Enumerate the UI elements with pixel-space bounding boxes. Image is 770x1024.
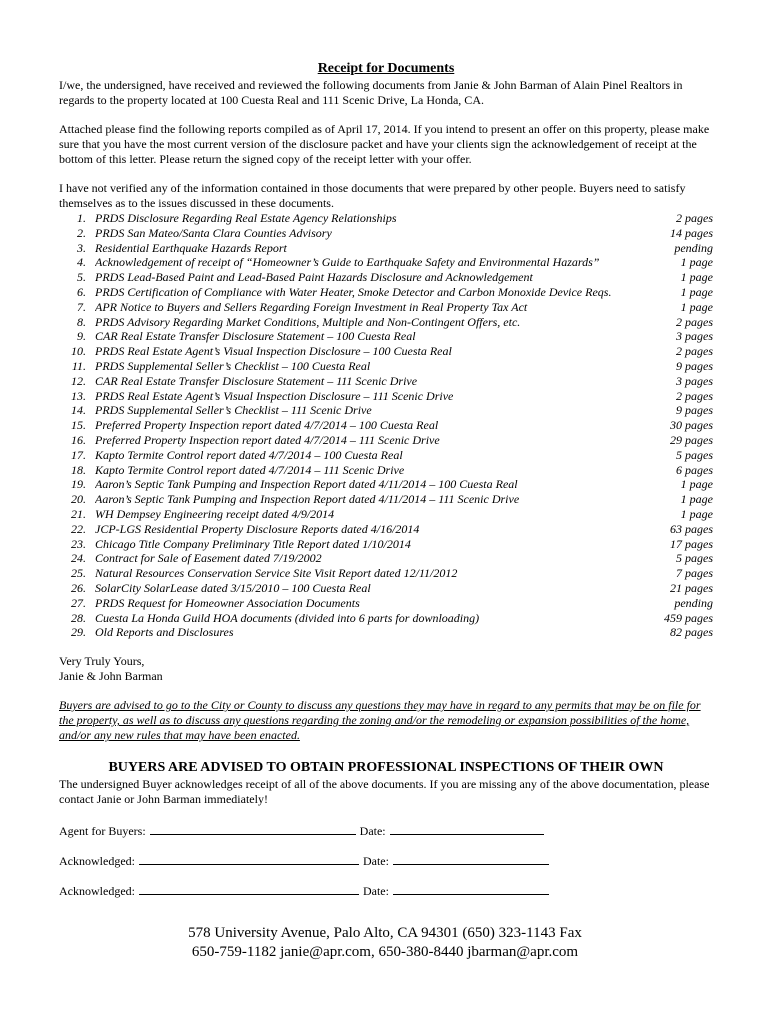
document-number: 13. (71, 388, 86, 403)
document-list-item (59, 625, 713, 640)
document-number: 23. (71, 536, 86, 551)
document-pages: 29 pages (670, 432, 713, 447)
document-list-item (59, 403, 713, 418)
document-list-item (59, 255, 713, 270)
advise-heading: BUYERS ARE ADVISED TO OBTAIN PROFESSIONAL INSPECTIONS OF THEIR OWN (108, 760, 664, 776)
document-name: Old Reports and Disclosures (95, 625, 234, 640)
document-pages: 459 pages (664, 610, 713, 625)
acknowledged-label-2: Acknowledged: (59, 884, 135, 899)
document-name: PRDS Request for Homeowner Association Documents (95, 595, 360, 610)
document-name: Preferred Property Inspection report dated 4/7/2014 – 111 Scenic Drive (95, 432, 440, 447)
document-name: PRDS Supplemental Seller’s Checklist – 111 Scenic Drive (95, 403, 372, 418)
document-pages: 6 pages (676, 462, 713, 477)
document-name: CAR Real Estate Transfer Disclosure Statement – 100 Cuesta Real (95, 329, 416, 344)
document-name: JCP-LGS Residential Property Disclosure Reports dated 4/16/2014 (95, 521, 420, 536)
document-pages: 9 pages (676, 358, 713, 373)
document-pages: 21 pages (670, 580, 713, 595)
document-number: 18. (71, 462, 86, 477)
document-name: CAR Real Estate Transfer Disclosure Statement – 111 Scenic Drive (95, 373, 418, 388)
document-list-item (59, 581, 713, 596)
document-list-item (59, 418, 713, 433)
document-pages: 14 pages (670, 225, 713, 240)
document-name: Acknowledgement of receipt of “Homeowner’s Guide to Earthquake Safety and Environmental Hazards” (95, 255, 600, 270)
document-name: Residential Earthquake Hazards Report (95, 240, 287, 255)
buyers-notice: Buyers are advised to go to the City or County to discuss any questions they may have in regard to any permits that may be on file for the property, as well as to discuss any questions regarding the zoning and/or the remodeling or expansion possibilities of the home, and/or any new rules that may have been enacted. (59, 698, 701, 743)
document-pages: 2 pages (676, 211, 713, 225)
document-list-item (59, 537, 713, 552)
document-pages: 1 page (680, 299, 713, 314)
agent-signature-line (59, 822, 713, 837)
document-pages: 30 pages (670, 418, 713, 433)
acknowledged-line-2 (59, 882, 713, 897)
document-list-item (59, 596, 713, 611)
document-list-item (59, 270, 713, 285)
document-pages: 3 pages (676, 329, 713, 344)
document-list (59, 211, 713, 640)
document-number: 22. (71, 521, 86, 536)
document-number: 21. (71, 506, 86, 521)
intro-paragraph: I/we, the undersigned, have received and reviewed the following documents from Janie & John Barman of Alain Pinel Realtors in regards to the property located at 100 Cuesta Real and 111 Scenic Drive, La Honda, CA. (59, 78, 683, 107)
document-name: PRDS Real Estate Agent’s Visual Inspection Disclosure – 111 Scenic Drive (95, 388, 454, 403)
acknowledge-paragraph: The undersigned Buyer acknowledges receipt of all of the above documents. If you are missing any of the above documentation, please contact Janie or John Barman immediately! (59, 777, 710, 807)
document-number: 12. (71, 373, 86, 388)
document-list-item (59, 551, 713, 566)
document-pages: 17 pages (670, 536, 713, 551)
document-number: 7. (77, 299, 86, 314)
document-pages: 82 pages (670, 625, 713, 640)
document-pages: 7 pages (676, 566, 713, 581)
document-pages: 5 pages (676, 447, 713, 462)
acknowledged-signature-field-2[interactable] (139, 882, 359, 895)
document-name: Kapto Termite Control report dated 4/7/2014 – 111 Scenic Drive (95, 462, 405, 477)
document-list-item (59, 241, 713, 256)
document-number: 6. (77, 284, 86, 299)
document-list-item (59, 344, 713, 359)
agent-date-label: Date: (359, 824, 386, 839)
document-number: 9. (77, 329, 86, 344)
document-list-item (59, 492, 713, 507)
document-number: 25. (71, 566, 86, 581)
document-name: PRDS Supplemental Seller’s Checklist – 100 Cuesta Real (95, 358, 371, 373)
document-list-item (59, 611, 713, 626)
document-name: WH Dempsey Engineering receipt dated 4/9/2014 (95, 506, 335, 521)
document-name: Natural Resources Conservation Service Site Visit Report dated 12/11/2012 (95, 566, 458, 581)
document-number: 14. (71, 403, 86, 418)
document-number: 8. (77, 314, 86, 329)
document-name: Preferred Property Inspection report dated 4/7/2014 – 100 Cuesta Real (95, 418, 439, 433)
document-number: 16. (71, 432, 86, 447)
document-pages: 1 page (680, 270, 713, 285)
footer-contact (0, 924, 770, 962)
document-number: 5. (77, 270, 86, 285)
acknowledged-date-label-1: Date: (362, 854, 389, 869)
document-name: APR Notice to Buyers and Sellers Regarding Foreign Investment in Real Property Tax Act (95, 299, 528, 314)
document-name: PRDS Certification of Compliance with Water Heater, Smoke Detector and Carbon Monoxide Device Reqs. (95, 284, 612, 299)
document-pages: 9 pages (676, 403, 713, 418)
acknowledged-signature-field-1[interactable] (139, 852, 359, 865)
document-list-item (59, 226, 713, 241)
document-pages: 2 pages (676, 344, 713, 359)
document-name: PRDS Disclosure Regarding Real Estate Agency Relationships (95, 211, 397, 225)
not-verified-paragraph: I have not verified any of the information contained in those documents that were prepared by other people. Buyers need to satisfy themselves as to the issues discussed in these documents. (59, 181, 686, 210)
closing-text: Very Truly Yours, (59, 654, 145, 669)
document-name: SolarCity SolarLease dated 3/15/2010 – 100 Cuesta Real (95, 580, 371, 595)
document-list-item (59, 285, 713, 300)
document-pages: 1 page (680, 492, 713, 507)
document-pages: pending (674, 240, 713, 255)
document-pages: 2 pages (676, 388, 713, 403)
document-name: Aaron’s Septic Tank Pumping and Inspection Report dated 4/11/2014 – 100 Cuesta Real (95, 477, 518, 492)
acknowledged-date-label-2: Date: (362, 884, 389, 899)
acknowledged-label-1: Acknowledged: (59, 854, 135, 869)
document-list-item (59, 477, 713, 492)
document-number: 1. (77, 211, 86, 225)
document-number: 19. (71, 477, 86, 492)
document-number: 3. (77, 240, 86, 255)
document-number: 4. (77, 255, 86, 270)
footer-line-1: 578 University Avenue, Palo Alto, CA 94301 (650) 323-1143 Fax (188, 925, 582, 941)
document-list-item (59, 329, 713, 344)
document-page (59, 60, 713, 897)
document-list-item (59, 448, 713, 463)
document-list-item (59, 463, 713, 478)
document-pages: 1 page (680, 477, 713, 492)
document-number: 28. (71, 610, 86, 625)
document-number: 24. (71, 551, 86, 566)
document-number: 17. (71, 447, 86, 462)
document-number: 27. (71, 595, 86, 610)
document-list-item (59, 389, 713, 404)
document-pages: pending (674, 595, 713, 610)
document-name: Kapto Termite Control report dated 4/7/2014 – 100 Cuesta Real (95, 447, 403, 462)
document-pages: 63 pages (670, 521, 713, 536)
document-pages: 1 page (680, 506, 713, 521)
acknowledged-date-field-2[interactable] (393, 882, 549, 895)
attached-paragraph: Attached please find the following reports compiled as of April 17, 2014. If you intend to present an offer on this property, please make sure that you have the most current version of the disclosure packet and have your clients sign the acknowledgement of receipt at the bottom of this letter. Please return the signed copy of the receipt letter with your offer. (59, 122, 710, 166)
document-list-item (59, 566, 713, 581)
acknowledged-line-1 (59, 852, 713, 867)
document-name: PRDS Real Estate Agent’s Visual Inspection Disclosure – 100 Cuesta Real (95, 344, 452, 359)
document-name: PRDS Lead-Based Paint and Lead-Based Paint Hazards Disclosure and Acknowledgement (95, 270, 533, 285)
document-list-item (59, 315, 713, 330)
document-pages: 1 page (680, 284, 713, 299)
document-list-item (59, 359, 713, 374)
document-number: 20. (71, 492, 86, 507)
document-list-item (59, 433, 713, 448)
document-list-item (59, 300, 713, 315)
document-pages: 1 page (680, 255, 713, 270)
agent-date-field[interactable] (390, 822, 544, 835)
document-pages: 2 pages (676, 314, 713, 329)
document-name: PRDS Advisory Regarding Market Conditions, Multiple and Non-Contingent Offers, etc. (95, 314, 521, 329)
document-number: 11. (71, 358, 86, 373)
document-number: 29. (71, 625, 86, 640)
document-pages: 5 pages (676, 551, 713, 566)
signature-name: Janie & John Barman (59, 669, 163, 684)
document-name: Chicago Title Company Preliminary Title Report dated 1/10/2014 (95, 536, 411, 551)
document-number: 2. (77, 225, 86, 240)
document-number: 15. (71, 418, 86, 433)
document-number: 10. (71, 344, 86, 359)
document-list-item (59, 374, 713, 389)
agent-signature-field[interactable] (150, 822, 356, 835)
document-title: Receipt for Documents (317, 61, 455, 76)
document-name: PRDS San Mateo/Santa Clara Counties Advisory (95, 225, 332, 240)
document-list-item (59, 211, 713, 226)
document-name: Contract for Sale of Easement dated 7/19/2002 (95, 551, 322, 566)
document-name: Cuesta La Honda Guild HOA documents (divided into 6 parts for downloading) (95, 610, 480, 625)
footer-line-2: 650-759-1182 janie@apr.com, 650-380-8440 jbarman@apr.com (191, 944, 579, 960)
agent-signature-label: Agent for Buyers: (59, 824, 146, 839)
document-list-item (59, 507, 713, 522)
document-pages: 3 pages (676, 373, 713, 388)
document-number: 26. (71, 580, 86, 595)
acknowledged-date-field-1[interactable] (393, 852, 549, 865)
document-list-item (59, 522, 713, 537)
document-name: Aaron’s Septic Tank Pumping and Inspection Report dated 4/11/2014 – 111 Scenic Drive (95, 492, 520, 507)
